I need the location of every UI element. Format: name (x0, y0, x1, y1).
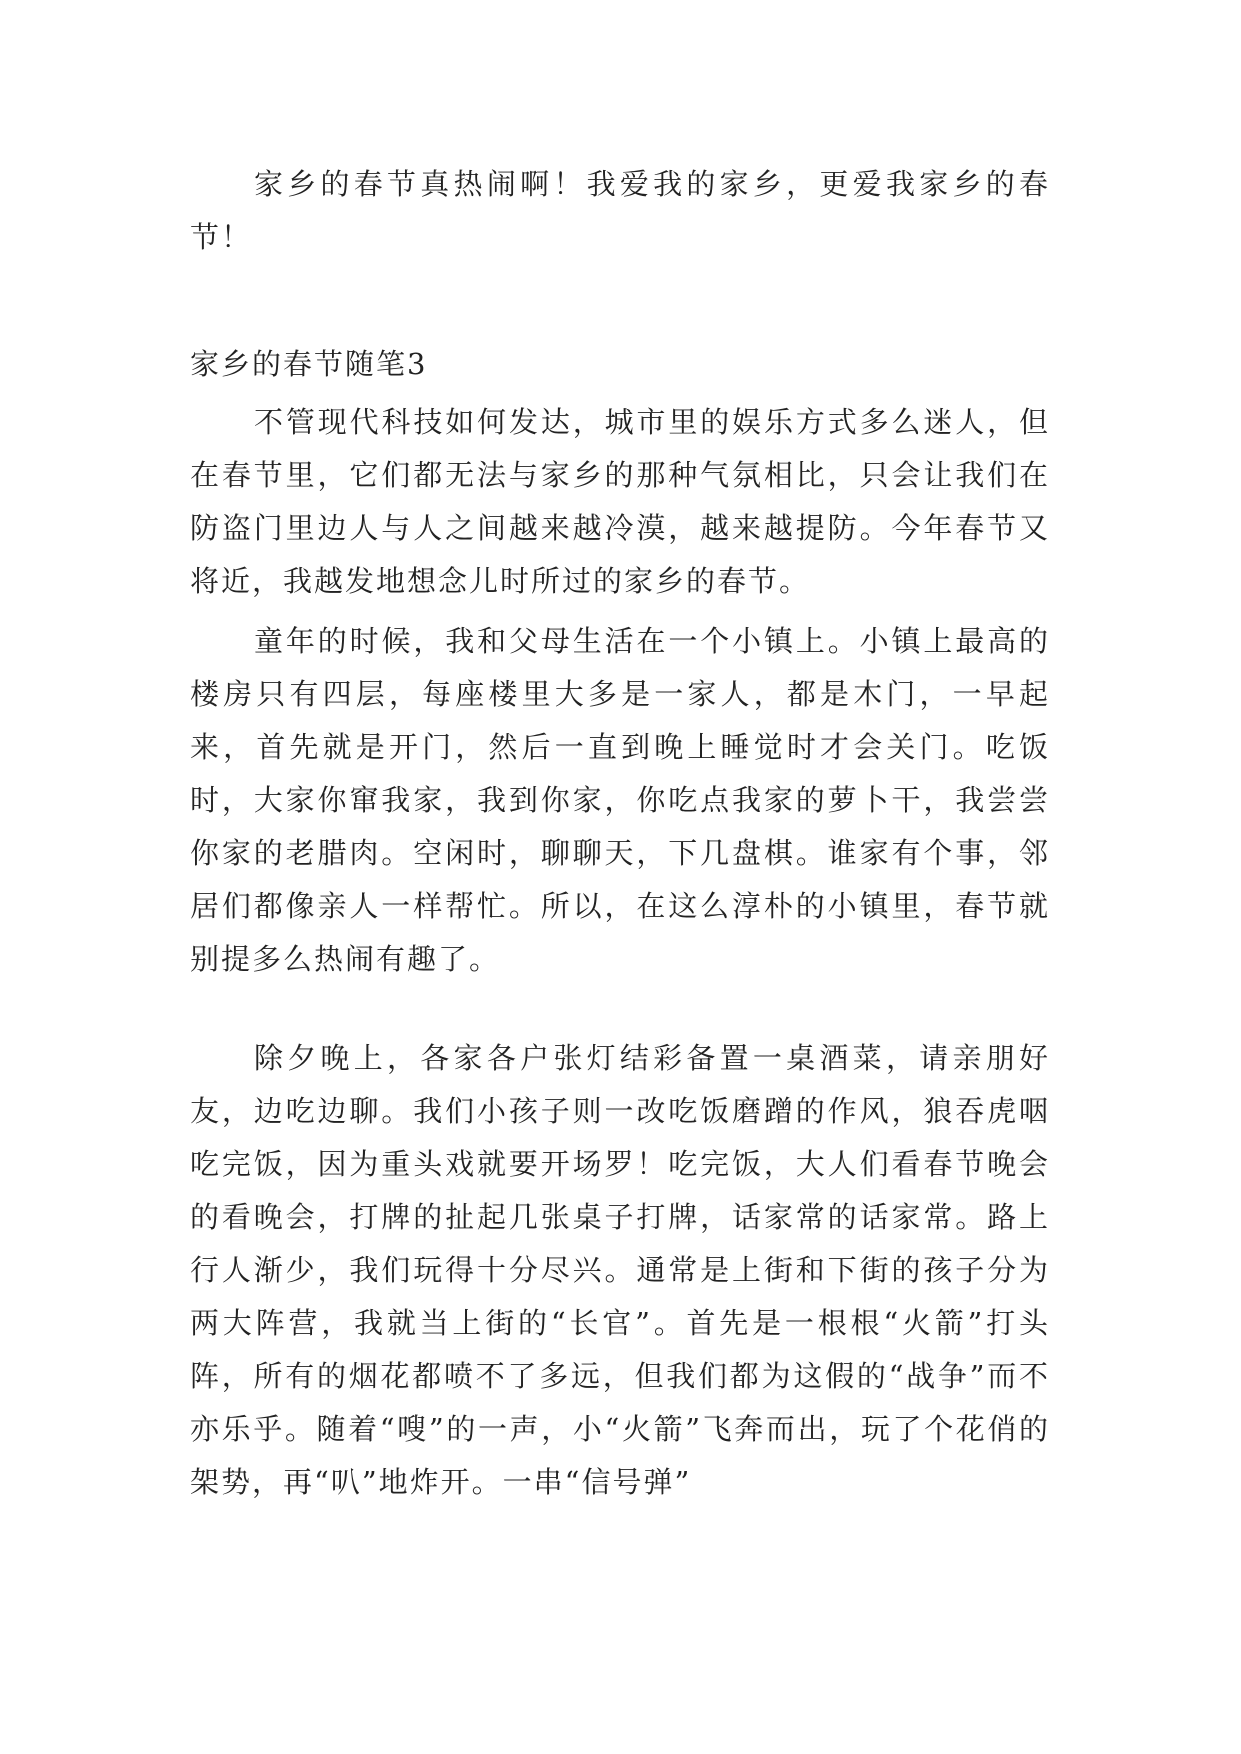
paragraph-closing: 家乡的春节真热闹啊！我爱我的家乡，更爱我家乡的春节！ (190, 167, 1050, 254)
paragraph-2: 童年的时候，我和父母生活在一个小镇上。小镇上最高的楼房只有四层，每座楼里大多是一家人，都是木门，一早起来，首先就是开门，然后一直到晚上睡觉时才会关门。吃饭时，大家你窜我家，我到你家，你吃点我家的萝卜干，我尝尝你家的老腊肉。空闲时，聊聊天，下几盘棋。谁家有个事，邻居们都像亲人一样帮忙。所以，在这么淳朴的小镇里，春节就别提多么热闹有趣了。 (190, 624, 1050, 976)
paragraph-3: 除夕晚上，各家各户张灯结彩备置一桌酒菜，请亲朋好友，边吃边聊。我们小孩子则一改吃饭磨蹭的作风，狼吞虎咽吃完饭，因为重头戏就要开场罗！吃完饭，大人们看春节晚会的看晚会，打牌的扯起几张桌子打牌，话家常的话家常。路上行人渐少，我们玩得十分尽兴。通常是上街和下街的孩子分为两大阵营，我就当上街的“长官”。首先是一根根“火箭”打头阵，所有的烟花都喷不了多远，但我们都为这假的“战争”而不亦乐乎。随着“嗖”的一声，小“火箭”飞奔而出，玩了个花俏的架势，再“叭”地炸开。一串“信号弹” (190, 1041, 1050, 1499)
paragraph-1: 不管现代科技如何发达，城市里的娱乐方式多么迷人，但在春节里，它们都无法与家乡的那种气氛相比，只会让我们在防盗门里边人与人之间越来越冷漠，越来越提防。今年春节又将近，我越发地想念儿时所过的家乡的春节。 (190, 405, 1050, 598)
section-title: 家乡的春节随笔3 (190, 347, 428, 381)
